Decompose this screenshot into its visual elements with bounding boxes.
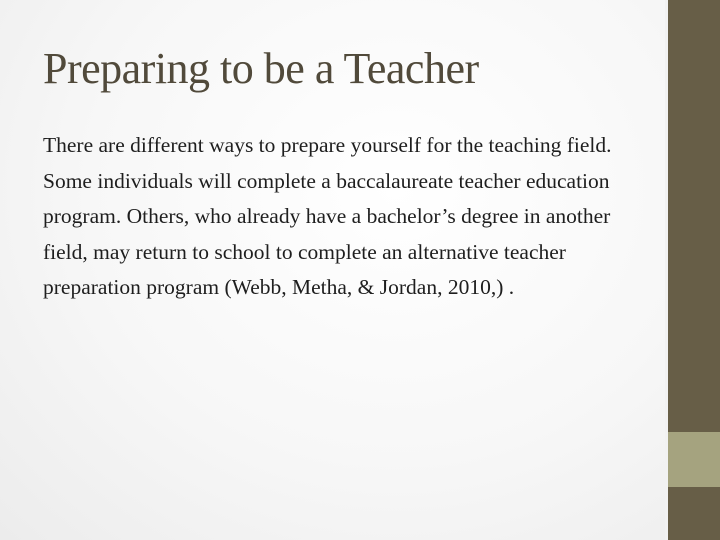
slide-title: Preparing to be a Teacher [43,44,479,93]
accent-block [668,432,720,487]
slide-body-text: There are different ways to prepare yourself for the teaching field. Some individuals will complete a baccalaureate teacher education program. Others, who already have a bachelor’s degree in another field, may return to school to complete an alternative teacher preparation program (Webb, Metha, & Jordan, 2010,) . [43,133,612,299]
